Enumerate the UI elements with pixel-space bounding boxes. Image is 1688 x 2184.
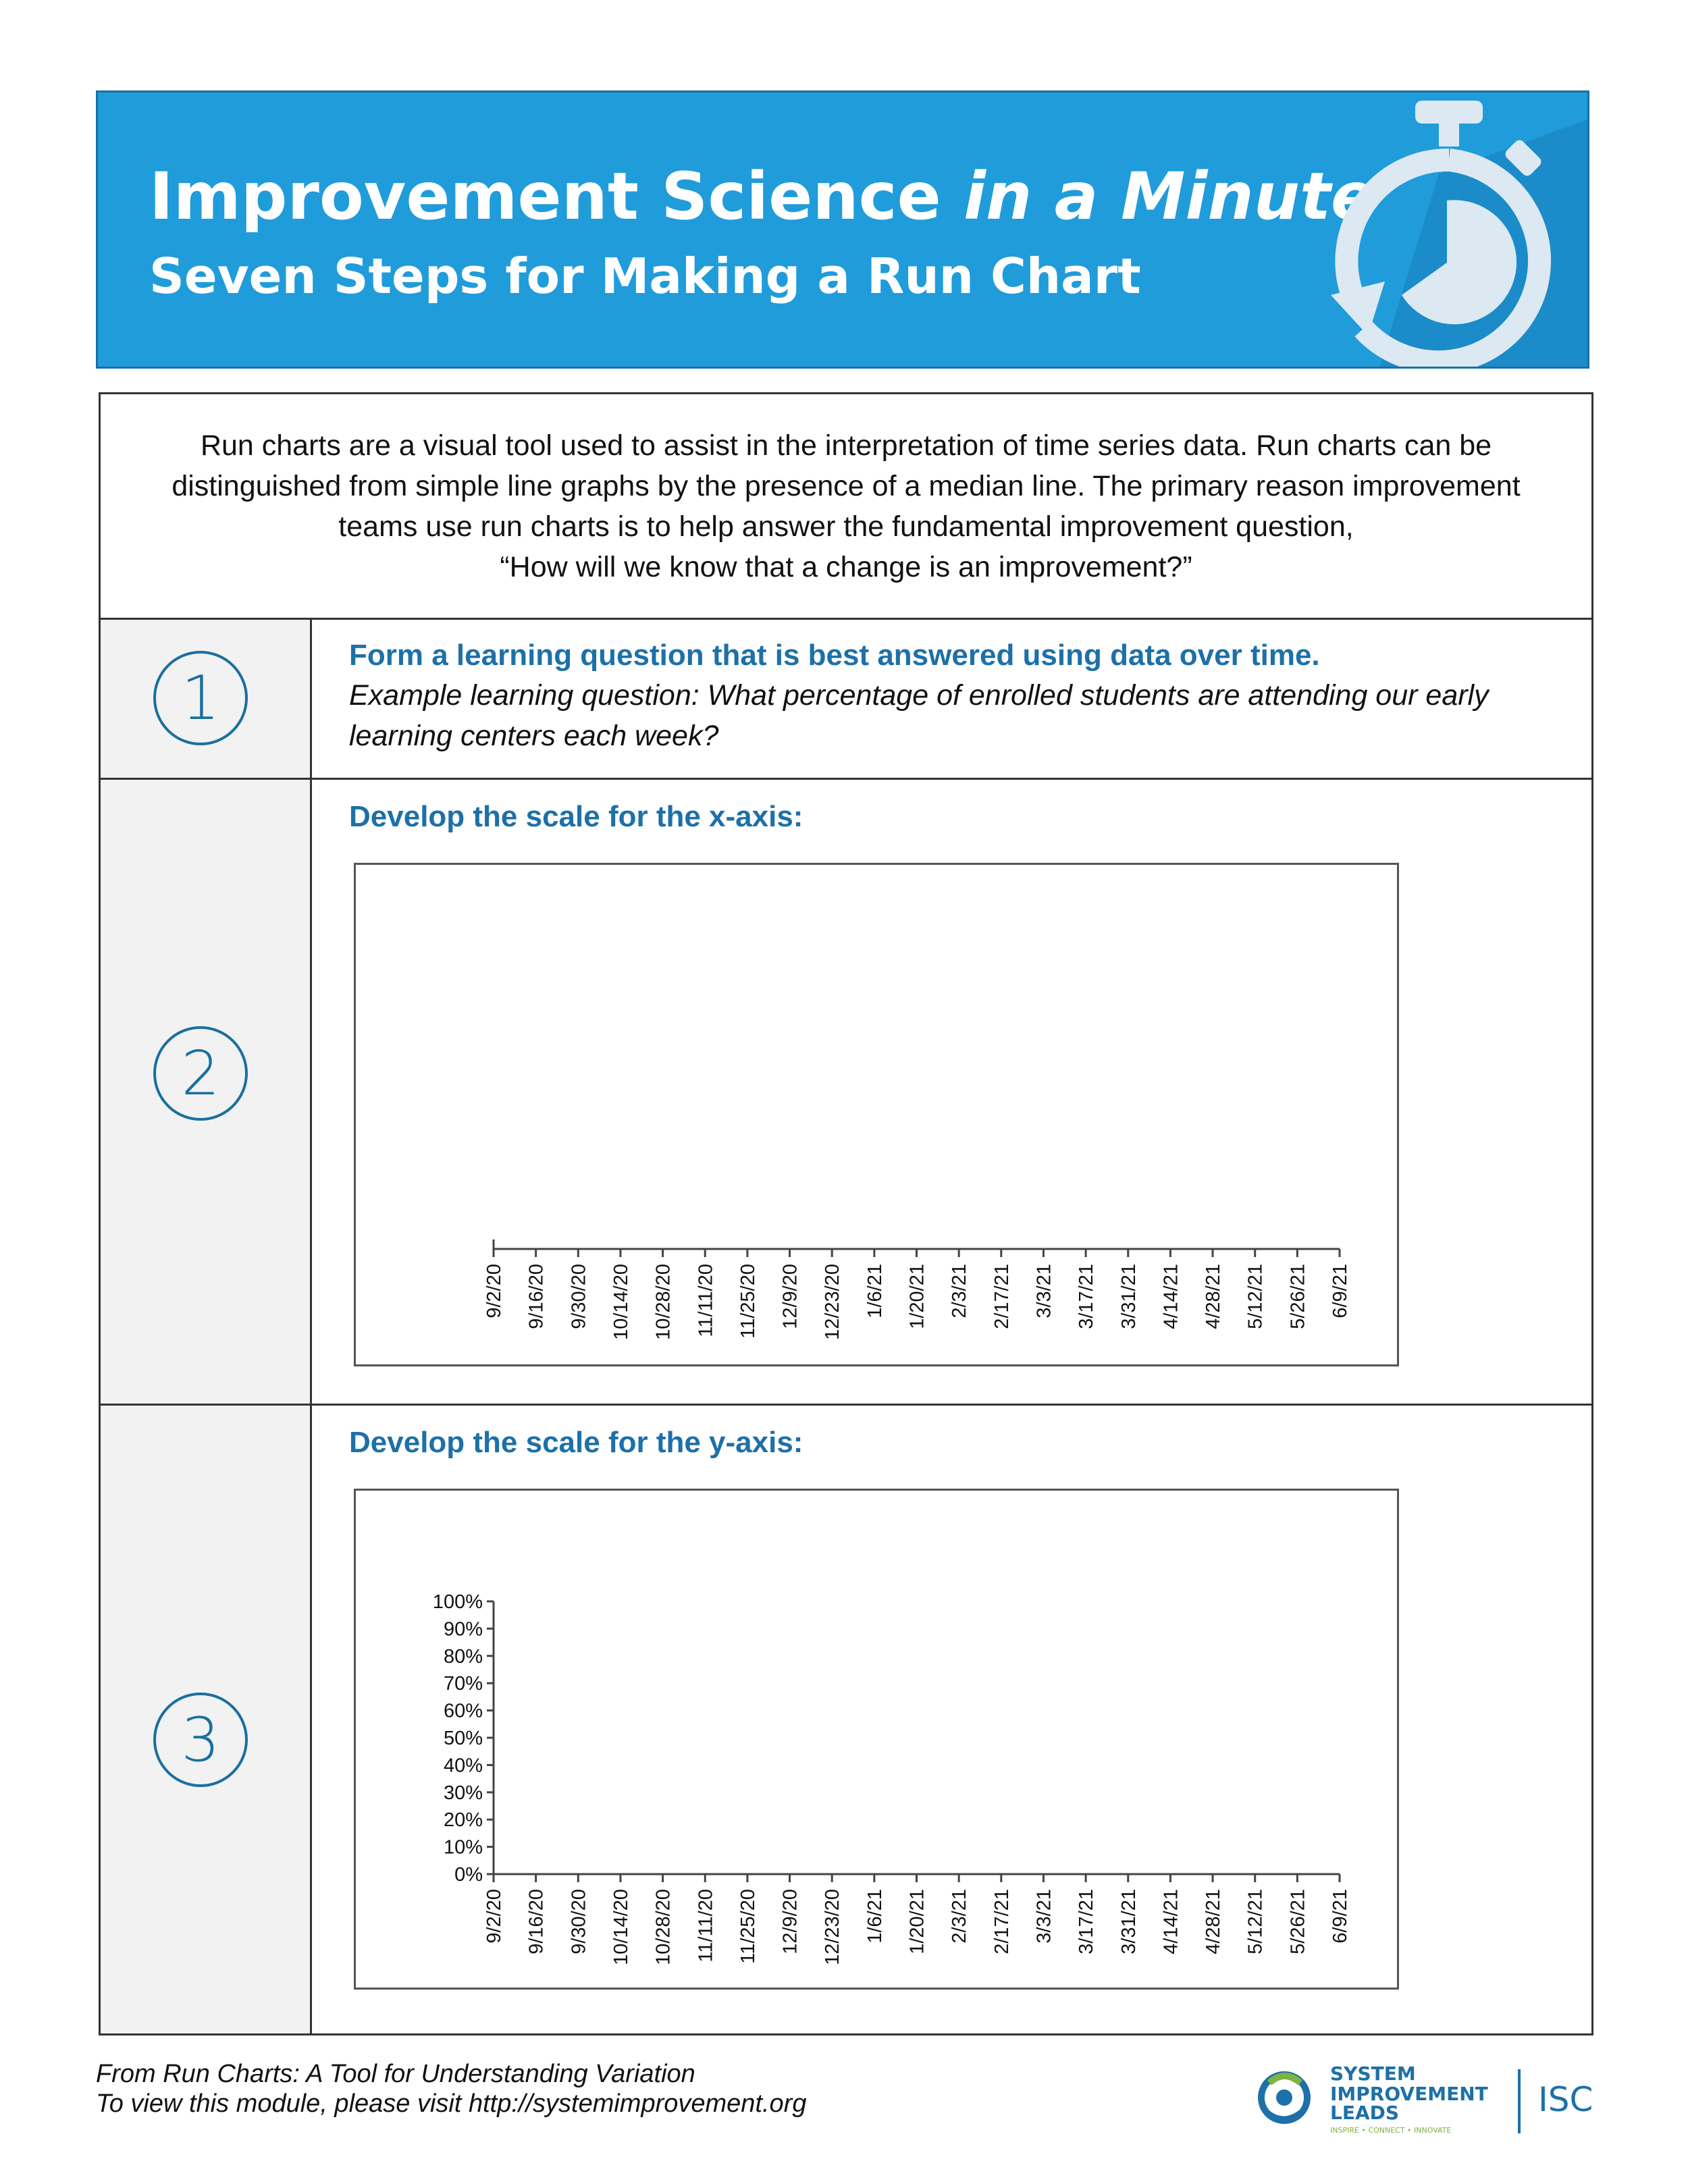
x-tick-label: 5/26/21 bbox=[1287, 1889, 1309, 1954]
x-tick-label: 6/9/21 bbox=[1329, 1889, 1351, 1944]
x-tick-label: 11/11/20 bbox=[695, 1264, 717, 1337]
x-tick-label: 5/12/21 bbox=[1244, 1264, 1267, 1329]
step-example-line: learning centers each week? bbox=[349, 720, 719, 752]
x-tick-label: 3/17/21 bbox=[1076, 1889, 1098, 1954]
x-tick-label: 10/28/20 bbox=[652, 1889, 675, 1965]
x-tick-label: 1/6/21 bbox=[864, 1889, 886, 1944]
step-number-circle: 1 bbox=[153, 651, 248, 745]
intro-line: teams use run charts is to help answer the fundamental improvement question, bbox=[338, 510, 1354, 543]
step-heading: Develop the scale for the x-axis: bbox=[349, 800, 803, 833]
step-number-circle: 2 bbox=[153, 1026, 248, 1121]
x-tick-label: 3/3/21 bbox=[1033, 1889, 1055, 1944]
y-tick-label: 10% bbox=[443, 1836, 483, 1859]
x-tick-label: 12/9/20 bbox=[779, 1264, 801, 1329]
x-tick-label: 4/28/21 bbox=[1203, 1889, 1225, 1954]
y-tick-label: 90% bbox=[443, 1618, 483, 1641]
x-tick-label: 3/17/21 bbox=[1076, 1264, 1098, 1329]
x-tick-label: 4/14/21 bbox=[1160, 1889, 1182, 1954]
x-axis-chart bbox=[354, 863, 1399, 1366]
steps-table bbox=[99, 392, 1593, 2035]
y-axis-chart bbox=[354, 1489, 1399, 1990]
step-1-row bbox=[101, 620, 1591, 780]
x-tick-label: 9/16/20 bbox=[525, 1889, 548, 1954]
x-tick-label: 3/31/21 bbox=[1117, 1889, 1140, 1954]
step-3-row bbox=[101, 1406, 1591, 2033]
x-tick-label: 12/9/20 bbox=[779, 1889, 801, 1954]
x-axis-chart-svg bbox=[356, 865, 1401, 1368]
step-number-cell bbox=[101, 1406, 312, 2033]
x-tick-label: 9/16/20 bbox=[525, 1264, 548, 1329]
logo-line: SYSTEM bbox=[1330, 2062, 1416, 2085]
logo-line: IMPROVEMENT bbox=[1330, 2083, 1488, 2105]
x-tick-label: 12/23/20 bbox=[822, 1889, 844, 1965]
footer-source: From Run Charts: A Tool for Understanding Variation bbox=[96, 2060, 695, 2088]
y-tick-label: 30% bbox=[443, 1782, 483, 1804]
page-title bbox=[149, 159, 1375, 234]
step-2-row bbox=[101, 780, 1591, 1406]
y-axis-chart-svg bbox=[356, 1491, 1401, 1992]
step-example bbox=[349, 675, 1564, 756]
x-tick-label: 11/25/20 bbox=[737, 1889, 759, 1964]
x-tick-label: 5/26/21 bbox=[1287, 1264, 1309, 1329]
x-tick-label: 10/14/20 bbox=[610, 1264, 632, 1340]
x-tick-label: 11/25/20 bbox=[737, 1264, 759, 1339]
y-tick-label: 70% bbox=[443, 1673, 483, 1695]
y-tick-label: 100% bbox=[432, 1591, 483, 1613]
y-tick-label: 20% bbox=[443, 1809, 483, 1832]
x-tick-label: 9/2/20 bbox=[483, 1264, 505, 1319]
logo-line: LEADS bbox=[1330, 2102, 1400, 2124]
y-tick-label: 40% bbox=[443, 1755, 483, 1777]
intro-line: “How will we know that a change is an improvement?” bbox=[500, 550, 1192, 583]
x-tick-label: 12/23/20 bbox=[822, 1264, 844, 1340]
x-tick-label: 1/20/21 bbox=[906, 1264, 928, 1329]
x-tick-label: 4/28/21 bbox=[1203, 1264, 1225, 1329]
y-tick-label: 0% bbox=[454, 1864, 483, 1886]
step-number-cell bbox=[101, 780, 312, 1404]
x-tick-label: 5/12/21 bbox=[1244, 1889, 1267, 1954]
x-tick-label: 1/20/21 bbox=[906, 1889, 928, 1954]
y-tick-label: 60% bbox=[443, 1700, 483, 1722]
intro-line: Run charts are a visual tool used to assist in the interpretation of time series data. Run charts can be bbox=[200, 429, 1492, 462]
x-tick-label: 10/28/20 bbox=[652, 1264, 675, 1340]
step-heading: Form a learning question that is best answered using data over time. bbox=[349, 639, 1320, 672]
x-tick-label: 11/11/20 bbox=[695, 1889, 717, 1963]
x-tick-label: 10/14/20 bbox=[610, 1889, 632, 1965]
x-tick-label: 4/14/21 bbox=[1160, 1264, 1182, 1329]
step-2-content bbox=[349, 800, 1564, 834]
x-tick-label: 9/30/20 bbox=[568, 1264, 590, 1329]
page-subtitle: Seven Steps for Making a Run Chart bbox=[149, 248, 1141, 304]
step-heading: Develop the scale for the y-axis: bbox=[349, 1426, 803, 1459]
step-1-content bbox=[349, 639, 1564, 756]
x-tick-label: 2/17/21 bbox=[991, 1889, 1013, 1954]
x-tick-label: 2/17/21 bbox=[991, 1264, 1013, 1329]
step-number-circle: 3 bbox=[153, 1693, 248, 1787]
y-tick-label: 80% bbox=[443, 1645, 483, 1668]
logo-tagline: INSPIRE • CONNECT • INNOVATE bbox=[1330, 2126, 1452, 2135]
x-tick-label: 9/30/20 bbox=[568, 1889, 590, 1954]
step-3-content bbox=[349, 1426, 1564, 1460]
y-tick-label: 50% bbox=[443, 1728, 483, 1749]
x-tick-label: 3/31/21 bbox=[1117, 1264, 1140, 1329]
intro-text bbox=[101, 394, 1591, 620]
intro-line: distinguished from simple line graphs by the presence of a median line. The primary reason improvement bbox=[172, 469, 1521, 502]
x-tick-label: 6/9/21 bbox=[1329, 1264, 1351, 1319]
x-tick-label: 3/3/21 bbox=[1033, 1264, 1055, 1319]
title-main: Improvement Science bbox=[149, 159, 941, 234]
isc-logo: ISC bbox=[1538, 2080, 1593, 2119]
stopwatch-cycle-icon bbox=[1290, 92, 1587, 369]
footer-text bbox=[96, 2059, 806, 2119]
header-banner bbox=[96, 90, 1589, 369]
step-example-line: Example learning question: What percentage of enrolled students are attending our early bbox=[349, 679, 1489, 712]
footer-link[interactable]: To view this module, please visit http://systemimprovement.org bbox=[96, 2089, 807, 2118]
step-number-cell bbox=[101, 620, 312, 778]
system-improvement-leads-logo bbox=[1249, 2056, 1600, 2143]
x-tick-label: 9/2/20 bbox=[483, 1889, 505, 1944]
x-tick-label: 2/3/21 bbox=[949, 1889, 971, 1944]
x-tick-label: 2/3/21 bbox=[949, 1264, 971, 1319]
x-tick-label: 1/6/21 bbox=[864, 1264, 886, 1319]
title-emphasis: in a Minute bbox=[964, 159, 1375, 234]
